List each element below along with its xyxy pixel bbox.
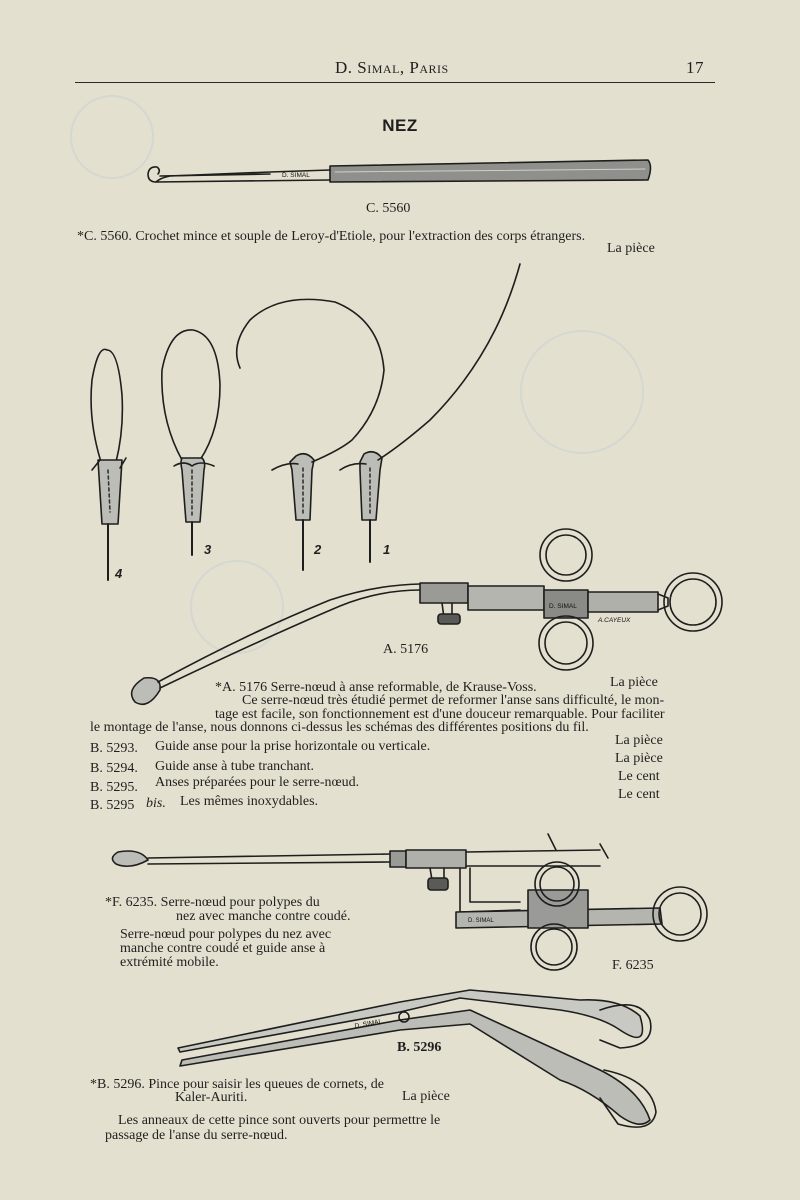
engraved-brand: D. SIMAL (282, 172, 310, 179)
list-item-text: Les mêmes inoxydables. (180, 794, 319, 809)
item-description-c5560: *C. 5560. Crochet mince et souple de Leroy-d'Etiole, pour l'extraction des corps étrangers. (77, 229, 586, 244)
unit-label: La pièce (615, 751, 663, 766)
loop-label-1: 1 (383, 542, 391, 557)
running-header: D. Simal, Paris (335, 58, 449, 77)
snare-loop-1 (340, 264, 520, 562)
item-description-a5176: *A. 5176 Serre-nœud à anse reformable, de Krause-Voss. (215, 680, 537, 695)
engraved-brand: D. SIMAL (468, 918, 494, 924)
list-item-text: Anses préparées pour le serre-nœud. (155, 775, 360, 790)
loop-label-4: 4 (115, 566, 123, 581)
figure-caption-f6235: F. 6235 (612, 958, 654, 973)
snare-loop-4 (91, 349, 126, 580)
figure-caption-b5296: B. 5296 (397, 1040, 442, 1055)
item-description-f6235-line5: extrémité mobile. (120, 955, 219, 970)
list-item-ref-bis: bis. (146, 796, 166, 811)
item-description-b5296-line2: Kaler-Auriti. (175, 1090, 248, 1105)
item-note-b5296: Les anneaux de cette pince sont ouverts pour permettre le (118, 1113, 441, 1128)
item-description-a5176-line3: tage est facile, son fonctionnement est d'une douceur remarquable. Pour faciliter (215, 707, 665, 722)
unit-label: Le cent (618, 787, 660, 802)
page-number: 17 (686, 58, 704, 77)
item-description-f6235: *F. 6235. Serre-nœud pour polypes du (105, 895, 320, 910)
unit-label: La pièce (402, 1089, 450, 1104)
unit-label: La pièce (607, 241, 655, 256)
snare-loop-3 (162, 330, 220, 555)
figure-caption-c5560: C. 5560 (366, 201, 411, 216)
list-item-ref: B. 5295. (90, 780, 138, 795)
item-note-b5296-line2: passage de l'anse du serre-nœud. (105, 1128, 288, 1143)
item-description-f6235-line3: Serre-nœud pour polypes du nez avec (120, 927, 332, 942)
loop-label-3: 3 (204, 542, 212, 557)
hook-instrument-c5560 (148, 160, 651, 182)
list-item-ref: B. 5294. (90, 761, 138, 776)
loop-label-2: 2 (314, 542, 322, 557)
item-description-b5296: *B. 5296. Pince pour saisir les queues de cornets, de (90, 1077, 384, 1092)
unit-label: La pièce (610, 675, 658, 690)
snare-loop-2 (237, 299, 384, 570)
list-item-ref: B. 5293. (90, 741, 138, 756)
section-title: NEZ (382, 116, 418, 135)
engraved-maker: A.CAYEUX (598, 617, 631, 624)
forceps-instrument-b5296 (178, 990, 656, 1127)
unit-label: La pièce (615, 733, 663, 748)
item-description-a5176-line2: Ce serre-nœud très étudié permet de reformer l'anse sans difficulté, le mon- (242, 693, 665, 708)
item-description-a5176-line4: le montage de l'anse, nous donnons ci-dessus les schémas des différentes positions du fil. (90, 720, 589, 735)
item-description-f6235-line2: nez avec manche contre coudé. (176, 909, 351, 924)
engraved-brand: D. SIMAL (354, 1018, 383, 1030)
engraved-brand: D. SIMAL (549, 603, 577, 610)
figure-caption-a5176: A. 5176 (383, 642, 429, 657)
item-description-f6235-line4: manche contre coudé et guide anse à (120, 941, 326, 956)
unit-label: Le cent (618, 769, 660, 784)
list-item-text: Guide anse pour la prise horizontale ou verticale. (155, 739, 431, 754)
list-item-ref: B. 5295 (90, 798, 135, 813)
list-item-text: Guide anse à tube tranchant. (155, 759, 314, 774)
